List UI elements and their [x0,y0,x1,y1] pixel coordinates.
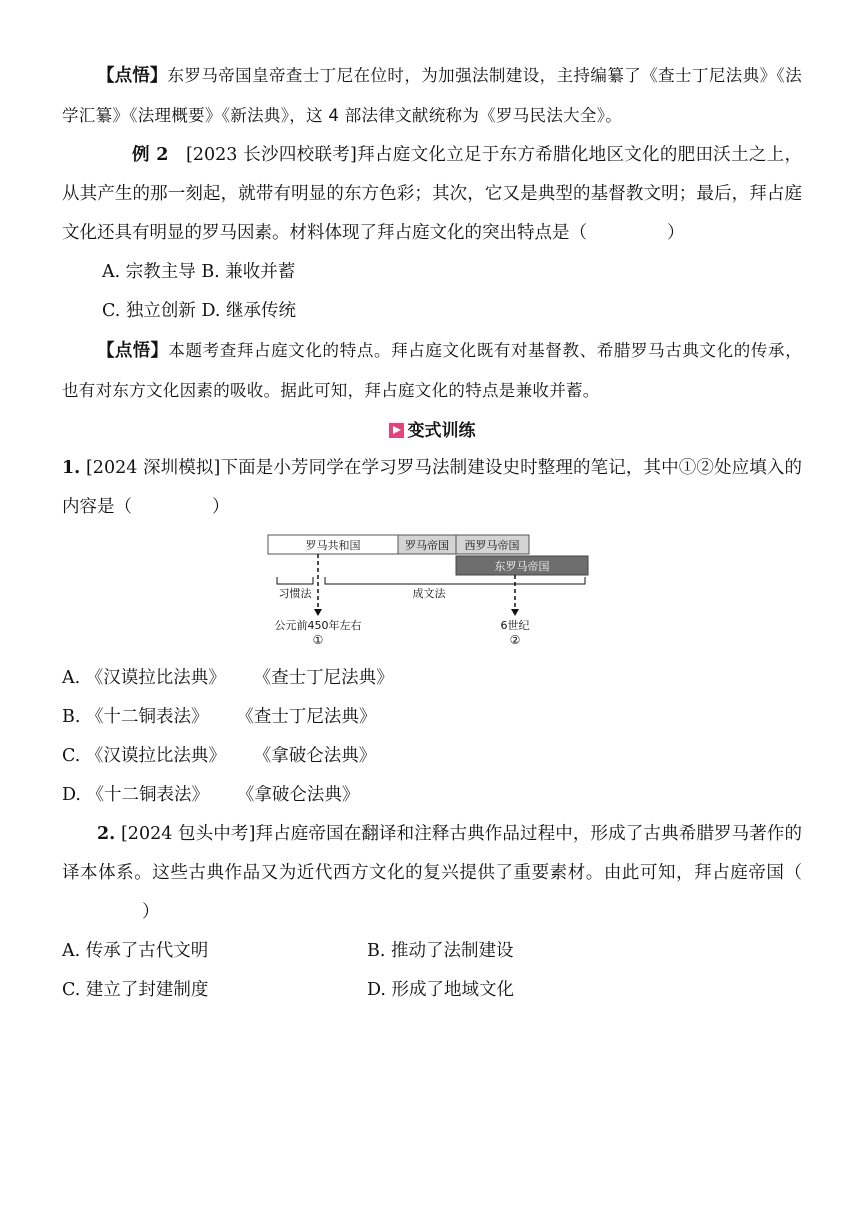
question-2 [62,815,802,932]
arrow-down-icon [314,609,322,616]
example-2-source: [2023 长沙四校联考] [186,145,357,165]
bracket-custom-law [277,577,313,584]
question-1 [62,449,802,527]
q2-option-d: D. 形成了地域文化 [367,980,515,1000]
example-2-options-2: C. 独立创新 D. 继承传统 [102,301,296,321]
box-roman-empire-label: 罗马帝国 [405,539,449,552]
play-triangle-icon [389,423,404,438]
marker-label-2: ② [509,633,521,647]
q2-option-b: B. 推动了法制建设 [367,941,514,961]
label-custom-law: 习惯法 [278,587,312,600]
q2-option-c: C. 建立了封建制度 [62,980,209,1000]
note-1 [62,56,802,136]
bracket-written-law [325,577,585,584]
example-2-options-1: A. 宗教主导 B. 兼收并蓄 [102,262,296,282]
timeline-figure [62,531,802,653]
question-1-number: 1. [62,458,81,478]
note-2 [62,331,802,411]
q2-options-row-1 [62,932,802,971]
date-label-1: 公元前450年左右 [274,619,362,632]
question-2-source: [2024 包头中考] [120,824,256,844]
note-1-text: 东罗马帝国皇帝查士丁尼在位时，为加强法制建设，主持编纂了《查士丁尼法典》《法学汇纂》《法理概要》《新法典》，这 4 部法律文献统称为《罗马民法大全》。 [62,66,803,125]
section-title: 变式训练 [407,421,476,441]
question-1-stem: 下面是小芳同学在学习罗马法制建设史时整理的笔记，其中①②处应填入的内容是（ [62,458,802,517]
timeline-diagram [267,531,597,653]
q1-option-c: C. 《汉谟拉比法典》 《拿破仑法典》 [62,746,377,766]
marker-label-1: ① [312,633,324,647]
q2-options-row-2 [62,971,802,1010]
question-1-source: [2024 深圳模拟] [85,458,221,478]
date-label-2: 6世纪 [500,619,530,632]
box-eastern-roman-empire-label: 东罗马帝国 [494,560,550,573]
q1-option-a: A. 《汉谟拉比法典》 《查士丁尼法典》 [62,668,394,688]
question-2-stem: 拜占庭帝国在翻译和注释古典作品过程中，形成了古典希腊罗马著作的译本体系。这些古典作品又为近代西方文化的复兴提供了重要素材。由此可知，拜占庭帝国（ [62,824,802,883]
page-content [62,56,802,1010]
label-written-law: 成文法 [412,587,446,600]
question-2-stem-end: ） [142,902,160,922]
example-2-stem-end: ） [667,223,685,243]
example-2-label: 例 2 [132,145,169,165]
section-heading [62,413,802,449]
question-1-stem-end: ） [212,497,230,517]
question-2-number: 2. [97,824,116,844]
box-roman-republic-label: 罗马共和国 [305,539,361,552]
q1-option-d: D. 《十二铜表法》 《拿破仑法典》 [62,785,360,805]
arrow-down-icon [511,609,519,616]
note-2-tag: 【点悟】 [97,341,169,361]
example-2 [62,136,802,253]
example-2-stem: 拜占庭文化立足于东方希腊化地区文化的肥田沃土之上，从其产生的那一刻起，就带有明显的东方色彩；其次，它又是典型的基督教文明；最后，拜占庭文化还具有明显的罗马因素。材料体现了拜占庭文化的突出特点是（ [62,145,802,243]
note-2-text: 本题考查拜占庭文化的特点。拜占庭文化既有对基督教、希腊罗马古典文化的传承，也有对东方文化因素的吸收。据此可知，拜占庭文化的特点是兼收并蓄。 [62,341,802,400]
q1-option-b: B. 《十二铜表法》 《查士丁尼法典》 [62,707,377,727]
box-western-roman-empire-label: 西罗马帝国 [464,539,520,552]
note-1-tag: 【点悟】 [97,66,168,86]
q2-option-a: A. 传承了古代文明 [62,941,209,961]
